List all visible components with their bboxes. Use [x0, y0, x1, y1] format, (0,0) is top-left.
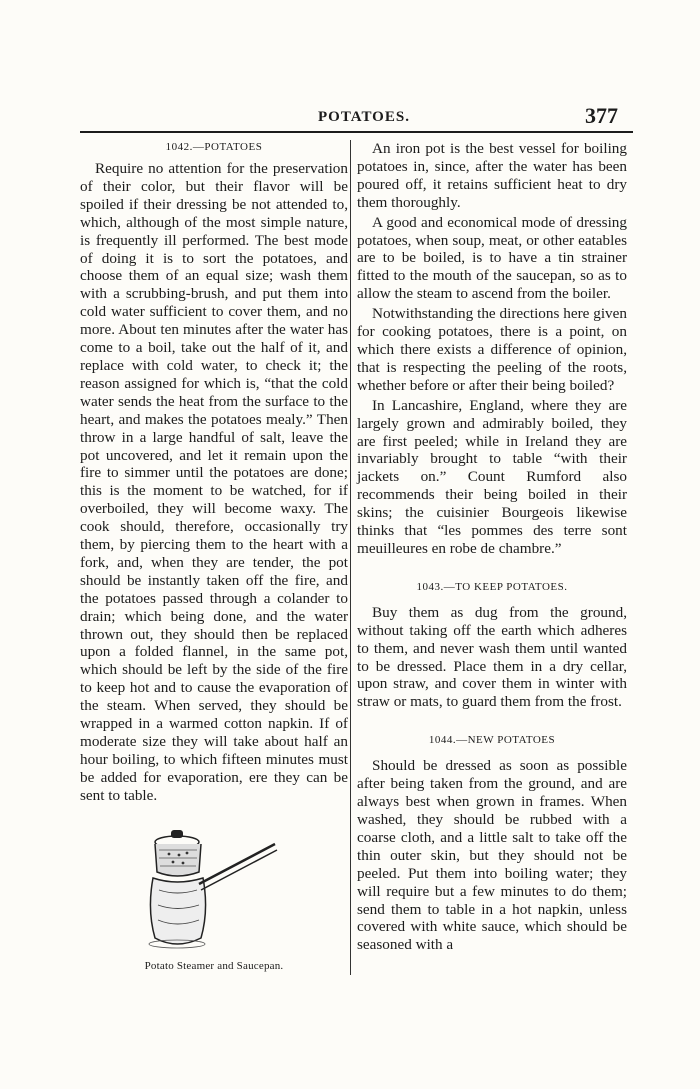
header-rule [80, 131, 633, 133]
lancashire-paragraph: In Lancashire, England, where they are largely grown and admirably boiled, they are first peeled; while in Ireland they are invariably brought to table “with their jackets on.” Count Rumford also recommends their being boiled in their skins; the cuisinier Bourgeois likewise thinks that “les pommes des terre sont meuilleures en robe de chambre.” [357, 396, 627, 557]
right-column [357, 140, 627, 956]
running-title: POTATOES. [318, 109, 410, 125]
running-head [0, 0, 700, 130]
keep-potatoes-paragraph: Buy them as dug from the ground, without taking off the earth which adheres to them, and never wash them until wanted to be dressed. Place them in a dry cellar, upon straw, and cover them in winter with straw or mats, to guard them from the frost. [357, 603, 627, 711]
potato-steamer-illustration [125, 820, 305, 960]
column-divider [350, 140, 351, 975]
new-potatoes-paragraph: Should be dressed as soon as possible after being taken from the ground, and are always best when grown in frames. When washed, they should be rubbed with a coarse cloth, and a little salt to take off the thin outer skin, but they should not be peeled. Put them into boiling water; they will require but a few minutes to do them; send them to table in a hot napkin, unless covered with white sauce, which should be seasoned with a [357, 757, 627, 954]
page-number: 377 [585, 103, 618, 128]
section-heading-new-potatoes: 1044.—NEW POTATOES [428, 734, 556, 747]
steamer-saucepan-icon [125, 820, 305, 960]
peeling-paragraph: Notwithstanding the directions here given for cooking potatoes, there is a point, on which there exists a difference of opinion, that is respecting the peeling of the roots, whether before or after their being boiled? [357, 305, 627, 394]
section-heading-potatoes: 1042.—POTATOES [165, 141, 263, 153]
dressing-paragraph: A good and economical mode of dressing potatoes, when soup, meat, or other eatables are to be boiled, is to have a tin strainer fitted to the mouth of the saucepan, so as to allow the steam to ascend from the boiler. [357, 213, 627, 303]
iron-pot-paragraph: An iron pot is the best vessel for boiling potatoes in, since, after the water has been poured off, it retains sufficient heat to dry them thoroughly. [357, 140, 627, 211]
potatoes-paragraph: Require no attention for the preservation of their color, but their flavor will be spoiled if their dressing be not attended to, which, although of the most simple nature, is frequently ill performed. The best mode of doing it is to sort the potatoes, and choose them of an equal size; wash them with a scrubbing-brush, and put them into cold water sufficient to cover them, and no more. About ten minutes after the water has come to a boil, take out the half of it, and replace with cold water, to check it; the reason assigned for which is, “that the cold water sends the heat from the surface to the heart, and makes the potatoes mealy.” Then throw in a large handful of salt, leave the pot uncovered, and let it remain upon the fire to simmer until the potatoes are done; this is the moment to be watched, for if overboiled, they will become waxy. The cook should, therefore, occasionally try them, by piercing them to the heart with a fork, and, when they are tender, the pot should be instantly taken off the fire, and the potatoes passed through a colander to drain; which being done, and the water thrown out, they should then be replaced upon a folded flannel, in the same pot, which should be left by the side of the fire to keep hot and to cause the evaporation of the steam. When served, they should be wrapped in a warmed cotton napkin. If of moderate size they will take about half an hour boiling, to which fifteen minutes must be added for evaporation, ere they can be sent to table. [80, 160, 348, 804]
left-column [80, 140, 348, 807]
figure-caption: Potato Steamer and Saucepan. [144, 960, 284, 972]
section-heading-keep-potatoes: 1043.—TO KEEP POTATOES. [416, 580, 568, 593]
